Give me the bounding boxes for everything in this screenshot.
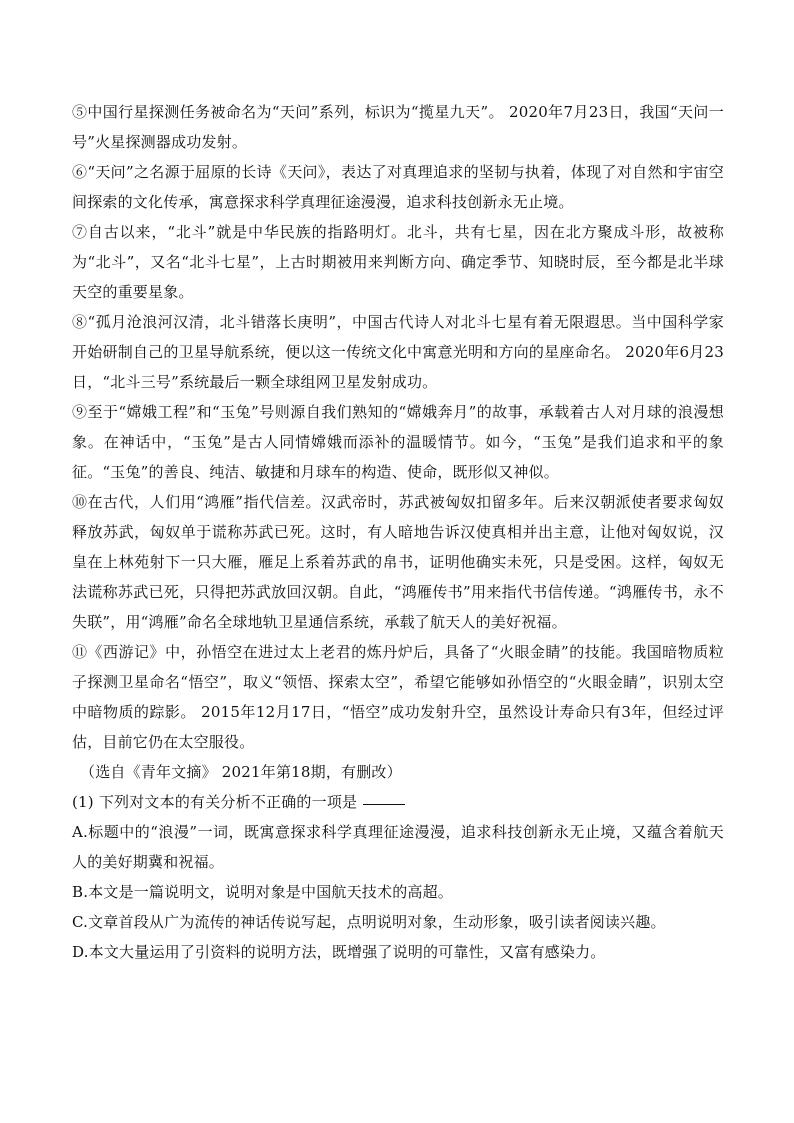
- paragraph-8: ⑧“孤月沧浪河汉清，北斗错落长庚明”，中国古代诗人对北斗七星有着无限遐思。当中国科学家开始研制自己的卫星导航系统，便以这一传统文化中寓意光明和方向的星座命名。 2020年6月23日，“北斗三号”系统最后一颗全球组网卫星发射成功。: [72, 313, 724, 391]
- option-c: C.文章首段从广为流传的神话传说写起，点明说明对象，生动形象，吸引读者阅读兴趣。: [72, 913, 666, 931]
- option-b: B.本文是一篇说明文，说明对象是中国航天技术的高超。: [72, 883, 453, 901]
- paragraph-7: ⑦自古以来，“北斗”就是中华民族的指路明灯。北斗，共有七星，因在北方聚成斗形，故被称为“北斗”，又名“北斗七星”，上古时期被用来判断方向、确定季节、知晓时辰，至今都是北半球天空的重要星象。: [72, 223, 724, 301]
- option-a: A.标题中的“浪漫”一词，既寓意探求科学真理征途漫漫，追求科技创新永无止境，又蕴含着航天人的美好期冀和祝福。: [72, 823, 724, 871]
- option-d: D.本文大量运用了引资料的说明方法，既增强了说明的可靠性，又富有感染力。: [72, 943, 606, 961]
- paragraph-9: ⑨至于“嫦娥工程”和“玉兔”号则源自我们熟知的“嫦娥奔月”的故事，承载着古人对月球的浪漫想象。在神话中，“玉兔”是古人同情嫦娥而添补的温暖情节。如今，“玉兔”是我们追求和平的象征。“玉兔”的善良、纯洁、敏捷和月球车的构造、使命，既形似又神似。: [72, 403, 724, 481]
- answer-blank[interactable]: [363, 803, 405, 805]
- paragraph-6: ⑥“天问”之名源于屈原的长诗《天问》，表达了对真理追求的坚韧与执着，体现了对自然和宇宙空间探索的文化传承，寓意探求科学真理征途漫漫，追求科技创新永无止境。: [72, 163, 724, 211]
- paragraph-5: ⑤中国行星探测任务被命名为“天问”系列，标识为“揽星九天”。 2020年7月23日，我国“天问一号”火星探测器成功发射。: [72, 103, 724, 151]
- question-stem-line: [72, 787, 724, 817]
- paragraph-11: ⑪《西游记》中，孙悟空在进过太上老君的炼丹炉后，具备了“火眼金睛”的技能。我国暗物质粒子探测卫星命名“悟空”，取义“领悟、探索太空”，希望它能够如孙悟空的“火眼金睛”，识别太空中暗物质的踪影。 2015年12月17日，“悟空”成功发射升空，虽然设计寿命只有3年，但经过评估，目前它仍在太空服役。: [72, 643, 724, 751]
- paragraph-10: ⑩在古代，人们用“鸿雁”指代信差。汉武帝时，苏武被匈奴扣留多年。后来汉朝派使者要求匈奴释放苏武，匈奴单于谎称苏武已死。这时，有人暗地告诉汉使真相并出主意，让他对匈奴说，汉皇在上林苑射下一只大雁，雁足上系着苏武的帛书，证明他确实未死，只是受困。这样，匈奴无法谎称苏武已死，只得把苏武放回汉朝。自此，“鸿雁传书”用来指代书信传递。“鸿雁传书，永不失联”，用“鸿雁”命名全球地轨卫星通信系统，承载了航天人的美好祝福。: [72, 493, 724, 631]
- question-stem: (1) 下列对文本的有关分析不正确的一项是: [72, 793, 358, 811]
- source-note: （选自《青年文摘》 2021年第18期，有删改）: [80, 763, 402, 781]
- document-body: [72, 97, 724, 967]
